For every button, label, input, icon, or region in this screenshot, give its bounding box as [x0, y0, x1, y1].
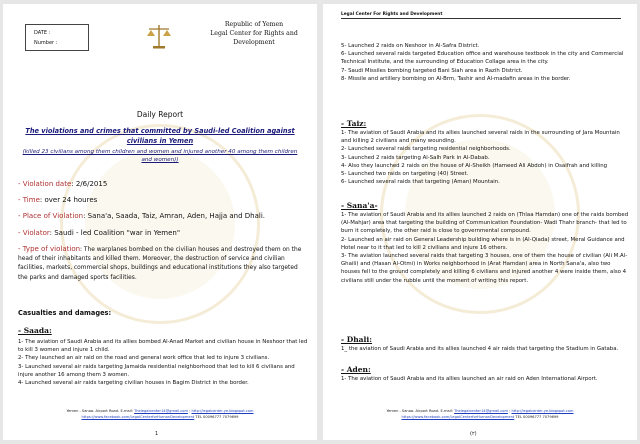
taiz-list [341, 129, 631, 186]
report-title: Daily Report [136, 110, 184, 119]
date-label: DATE : [34, 30, 51, 36]
footer-phone: TEL 00096777 7079699 [194, 415, 239, 419]
page-footer [3, 408, 317, 420]
type-label: - Type of violation [18, 245, 81, 253]
footer-line-2 [323, 414, 637, 420]
aden-heading: - Aden: [341, 365, 371, 374]
footer-address: Yemen - Sanaa- Airport Road- E-mail: [386, 409, 455, 413]
violator-field [18, 229, 180, 237]
list-item: 6- Launched several raids that targeting (Aman) Mountain. [341, 179, 500, 186]
sanaa-list [341, 211, 631, 285]
list-item: 4- Launched several air raids targeting civilian houses in Bagim District in the border. [18, 380, 249, 387]
violator-value: : Saudi - led Coalition "war in Yemen" [49, 229, 181, 237]
casualties-heading: Casualties and damages: [18, 309, 112, 317]
footer-blog-link[interactable]: http://legalcenter-ye.blogspot.com [511, 409, 574, 413]
casualty-summary: (killed 23 civilians among them children and women and injured another 40 among them children and women)) [22, 149, 298, 163]
list-item: 1- The aviation of Saudi Arabia and its allies launched 2 raids on (Thlaa Hamdan) one of the raids bombed (Al-Mahjar) area that targeting the building of Communication Foundation- Wadi Thahr branch- that led to burn it completely, the other raid is close to governmental compound. [341, 212, 629, 235]
list-item: 1- The aviation of Saudi Arabia and its allies launched an air raid on Aden International Airport. [341, 376, 598, 382]
list-item: 2- Launched an air raid on General Leadership building where is in (Al-Qiada) street, Meral Guidance and Hotel near to it that led to kill 2 civilians and injure 16 others. [341, 236, 625, 251]
list-item: 3- Launched several air raids targeting Jamaida residential neighborhood that led to kill 6 civilians and injure another 16 among them 3 women. [18, 363, 295, 378]
violation-date-field [18, 180, 107, 188]
time-value: : over 24 houres [39, 196, 98, 204]
list-item: 7- Saudi Missiles bombing targeted Bani Siah area in Razih District. [341, 67, 523, 74]
time-label: - Time [18, 196, 40, 204]
aden-list [341, 375, 631, 383]
page-header: Legal Center For Rights and Development [341, 12, 621, 19]
scales-of-justice-logo [146, 22, 172, 50]
letterhead [199, 20, 309, 47]
footer-phone: TEL 00096777 7079699 [514, 415, 559, 419]
footer-facebook-link[interactable]: https://www.facebook.com/LegalCenterforHumanDevelopment [81, 415, 195, 419]
sanaa-heading: - Sana'a- [341, 201, 378, 210]
list-item: 5- Launched 2 raids on Neshoor in Al-Safra District. [341, 43, 480, 49]
list-item: 1_ the aviation of Saudi Arabia and its allies launched 4 air raids that targeting the Stadium in Gataba. [341, 346, 619, 352]
footer-separator: ; [507, 409, 512, 413]
list-item: 2- Launched several raids targeting residential neighborhoods. [341, 146, 511, 153]
footer-facebook-link[interactable]: https://www.facebook.com/LegalCenterforHumanDevelopment [401, 415, 515, 419]
list-item: 2- They launched an air raid on the road and general work office that led to injure 3 civilians. [18, 355, 270, 362]
type-of-violation [18, 245, 304, 283]
report-page-1 [3, 4, 317, 440]
place-label: - Place of Violation [18, 212, 84, 220]
saada-list-continued [341, 42, 631, 83]
footer-address: Yemen - Sanaa- Airport Road- E-mail: [66, 409, 135, 413]
page-number: 1 [155, 431, 159, 437]
list-item: 3- The aviation launched several raids that targeting 3 houses, one of them the house of civilian (Ali M.Al-Ghaili) and (Hasan Al-Otmi) in Works neighborhood in (Arat Hamdan) area in North Sana'a, also two houses fell to the ground completely and killing 6 civilians and injured another 4 were inside them, also 4 civilians still under the rubble until the moment of writing this report. [341, 253, 628, 284]
footer-email-link[interactable]: Thelegalcenter14@gmail.com [134, 409, 188, 413]
report-subtitle: The violations and crimes that committed by Saudi-led Coalition against civilians in Yemen [25, 127, 295, 145]
footer-separator: ; [187, 409, 192, 413]
list-item: 5- Launched two raids on targeting (40) Street. [341, 171, 469, 178]
saada-list [18, 338, 308, 387]
list-item: 6- Launched several raids targeted Education office and warehouse textbook in the city and Commercial Technical Institute, and the surrounding of Education Collage area in the city. [341, 51, 624, 66]
dhali-list [341, 345, 631, 353]
list-item: 4- Also they launched 2 raids on the house of Al-Sheikh (Hameed Ali Abdoh) in Osaifrah and killing [341, 162, 608, 169]
violation-date-label: - Violation date [18, 180, 72, 188]
taiz-heading: - Taiz: [341, 119, 367, 128]
letterhead-republic: Republic of Yemen [224, 21, 284, 28]
page-footer [323, 408, 637, 420]
list-item: 1- The aviation of Saudi Arabia and its allies launched several raids in the surrounding of Jara Mountain and killing 2 civilians and many wounding. [341, 130, 620, 145]
footer-blog-link[interactable]: http://legalcenter-ye.blogspot.com [191, 409, 254, 413]
violation-date-value: : 2/6/2015 [71, 180, 108, 188]
time-field [18, 196, 97, 204]
report-page-2 [323, 4, 637, 440]
place-value: : Sana'a, Saada, Taiz, Amran, Aden, Hajja and Dhali. [83, 212, 266, 220]
footer-email-link[interactable]: Thelegalcenter14@gmail.com [454, 409, 508, 413]
violator-label: - Violator [18, 229, 50, 237]
dhali-heading: - Dhali: [341, 335, 373, 344]
place-field [18, 212, 265, 220]
page-number: (٢) [470, 431, 477, 437]
letterhead-center-name: Legal Center for Rights and Development [210, 30, 298, 46]
number-label: Number : [34, 40, 58, 46]
footer-line-2 [3, 414, 317, 420]
type-value: : The warplanes bombed on the civilian houses and destroyed them on the head of their inhabitants and killed them. Moreover, the destruction of service and civilian facilities, markets, commercial shops, buildings and educational institutions they also targeted the parks and damaged sports facilities. [18, 247, 302, 281]
list-item: 3- Launched 2 raids targeting Al-Salh Park in Al-Dabab. [341, 154, 490, 161]
list-item: 8- Missile and artillery bombing on Al-Brm, Tashir and Al-madafin areas in the border. [341, 75, 571, 82]
list-item: 1- The aviation of Saudi Arabia and its allies bombed Al-Anad Market and civilian house in Neshoor that led to kill 3 women and injure 1 child. [18, 339, 308, 354]
date-number-box [25, 24, 89, 51]
saada-heading: - Saada: [18, 326, 52, 335]
